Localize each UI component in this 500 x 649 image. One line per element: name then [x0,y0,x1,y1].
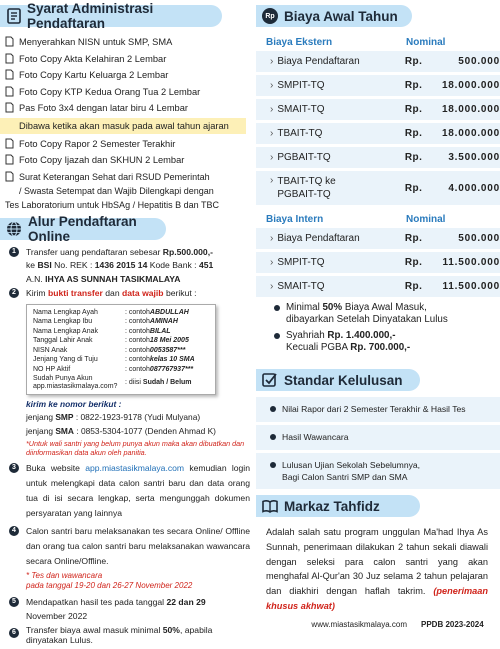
table-row: › SMAIT-TQ Rp. 18.000.000 [256,99,500,120]
list-item: Foto Copy Kartu Keluarga 2 Lembar [5,68,255,82]
file-icon [5,69,14,80]
standar-list [256,397,500,489]
table-header: Biaya Intern Nominal [266,213,446,225]
alur-title: Alur Pendaftaran Online [28,213,137,244]
biaya-table [256,33,500,297]
step-number: 2 [9,288,19,298]
markaz-title: Markaz Tahfidz [284,498,380,514]
list-item: Syahriah Rp. 1.400.000,- Kecuali PGBA Rp. 700.000,- [274,330,500,354]
contact-block: kirim ke nomor berikut : jenjang SMP : 0822-1923-9178 (Yudi Mulyana) jenjang SMA : 0853-5304-1077 (Denden Ahmad K) *Untuk wali santri yang belum punya akun maka akan dibuatkan dan diinformasikan data akun oleh panitia. [26,398,245,458]
syarat-title: Syarat Administrasi Pendaftaran [27,1,154,31]
rupiah-icon: Rp [262,8,278,24]
biaya-notes [256,302,500,354]
list-item: Foto Copy Rapor 2 Semester Terakhir [5,137,255,151]
table-row: › Biaya Pendaftaran Rp. 500.000 [256,228,500,249]
list-item: Hasil Wawancara [256,425,500,450]
website-link[interactable]: app.miastasikmalaya.com [85,463,185,474]
table-row: › Biaya Pendaftaran Rp. 500.000 [256,51,500,72]
step-number: 4 [9,526,19,536]
data-form-box [26,304,216,395]
step-number: 3 [9,463,19,473]
syarat-header [0,1,222,31]
file-icon [5,154,14,165]
step-5: 5 Mendapatkan hasil tes pada tanggal 22 dan 29 November 2022 [0,595,255,623]
globe-icon [6,221,22,237]
biaya-title: Biaya Awal Tahun [284,8,398,24]
table-row: › SMPIT-TQ Rp. 11.500.000 [256,252,500,273]
list-item: Menyerahkan NISN untuk SMP, SMA [5,35,255,49]
file-icon [5,86,14,97]
right-column [256,0,500,614]
checkbox-icon [262,372,278,388]
list-item: Nilai Rapor dari 2 Semester Terakhir & Hasil Tes [256,397,500,422]
book-icon [262,498,278,514]
file-icon [5,138,14,149]
file-icon [5,171,14,182]
standar-title: Standar Kelulusan [284,372,403,388]
form-row: Nama Lengkap Ayah : contoh ABDULLAH [33,308,189,316]
markaz-body: Adalah salah satu program unggulan Ma'had Ihya As Sunnah, penerimaan dilakukan 2 tahun sekali diawali dengan seleksi para calon santri yang akan menghafal Al-Qur'an 30 Juz selama 2 tahun pelajaran dan diakhiri dengan haflah takrim. (penerimaan khusus akhwat) [266,527,488,611]
list-item: Foto Copy Ijazah dan SKHUN 2 Lembar [5,153,255,167]
form-row: Sudah Punya Akun app.miastasikmalaya.com? : diisi Sudah / Belum [33,374,192,390]
form-row: NISN Anak : contoh 0053587*** [33,346,186,354]
list-item: Lulusan Ujian Sekolah Sebelumnya, Bagi Calon Santri SMP dan SMA [256,453,500,489]
step-1: 1 Transfer uang pendaftaran sebesar Rp.500.000,- ke BSI No. REK : 1436 2015 14 Kode Bank : 451 A.N. IHYA AS SUNNAH TASIKMALAYA [0,246,255,287]
list-item: Surat Keterangan Sehat dari RSUD Pemerintah / Swasta Setempat dan Wajib Dilengkapi dengan Tes Laboratorium untuk HbSAg / Hepatitis B dan TBC [5,171,219,210]
table-row: › PGBAIT-TQ Rp. 3.500.000 [256,147,500,168]
step-number: 5 [9,597,19,607]
list-item: Minimal 50% Biaya Awal Masuk, dibayarkan Setelah Dinyatakan Lulus [274,302,500,326]
yellow-note: Dibawa ketika akan masuk pada awal tahun ajaran [0,118,246,134]
standar-header [256,369,420,391]
form-row: Jenjang Yang di Tuju : contoh kelas 10 SMA [33,356,195,364]
step-number: 6 [9,628,19,638]
form-row: Tanggal Lahir Anak : contoh 18 Mei 2005 [33,337,189,345]
list-item: Foto Copy Akta Kelahiran 2 Lembar [5,52,255,66]
syarat-list [0,35,255,212]
document-icon [6,8,21,24]
footer-website[interactable]: www.miastasikmalaya.com [311,619,407,629]
form-row: Nama Lengkap Anak : contoh BILAL [33,327,171,335]
file-icon [5,53,14,64]
table-row: › TBAIT-TQ ke PGBAIT-TQ Rp. 4.000.000 [256,171,500,205]
step-6: 6 Transfer biaya awal masuk minimal 50%, apabila dinyatakan Lulus. [0,625,255,645]
form-row: Nama Lengkap Ibu : contoh AMINAH [33,318,178,326]
footer [300,617,500,631]
table-header: Biaya Ekstern Nominal [266,36,446,48]
alur-header [0,213,166,244]
list-item: Foto Copy KTP Kedua Orang Tua 2 Lembar [5,85,255,99]
biaya-header [256,5,412,27]
step-number: 1 [9,247,19,257]
markaz-header [256,495,420,517]
footer-ppdb: PPDB 2023-2024 [415,620,484,629]
alur-steps [0,246,255,646]
list-item: Pas Foto 3x4 dengan latar biru 4 Lembar [5,101,255,115]
form-row: NO HP Aktif : contoh 087767937*** [33,366,194,374]
table-row: › TBAIT-TQ Rp. 18.000.000 [256,123,500,144]
file-icon [5,102,14,113]
step-4: 4 Calon santri baru melaksanakan tes secara Online/ Offline dan orang tua calon santri baru melaksanakan wawancara secara Online/Offline. * Tes dan wawancara pada tanggal 19-20 dan 26-27 November 2022 [0,524,255,591]
step-3: 3 Buka website app.miastasikmalaya.com kemudian login untuk melengkapi data calon santri baru dan data orang tua di isi secara lengkap, serta mengunggah dokumen persyaratan yang lainnya [0,461,255,521]
file-icon [5,36,14,47]
step-2: 2 Kirim bukti transfer dan data wajib berikut : [0,287,255,301]
table-row: › SMAIT-TQ Rp. 11.500.000 [256,276,500,297]
table-row: › SMPIT-TQ Rp. 18.000.000 [256,75,500,96]
